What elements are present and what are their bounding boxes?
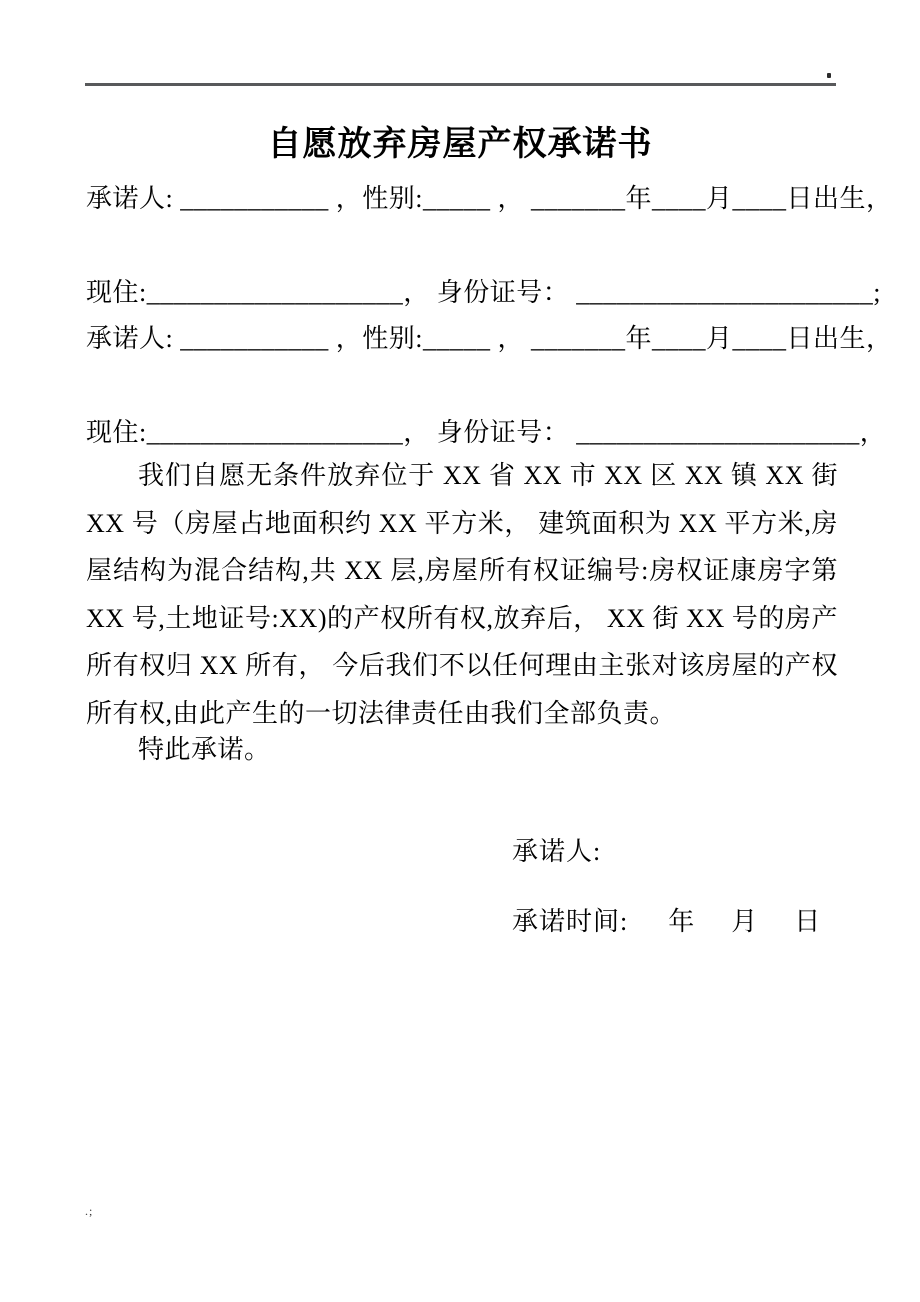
signature-month-label: 月 bbox=[731, 907, 759, 936]
document-title: 自愿放弃房屋产权承诺书 bbox=[267, 125, 653, 163]
signature-day-label: 日 bbox=[794, 907, 822, 936]
address-line-1: 现住:___________________， 身份证号： ______________________; bbox=[86, 278, 881, 307]
promiser-line-1: 承诺人: ___________ ，性别:_____ ， _______年____月____日出生， bbox=[86, 184, 893, 213]
signature-date-line bbox=[512, 901, 821, 938]
header-rule bbox=[85, 83, 836, 86]
signature-year-label: 年 bbox=[668, 907, 696, 936]
pledge-line: 特此承诺。 bbox=[138, 735, 271, 764]
corner-dot-mark bbox=[827, 73, 831, 78]
signature-date-label: 承诺时间: bbox=[512, 907, 629, 936]
address-line-2: 现住:___________________， 身份证号： _____________________， bbox=[86, 418, 887, 447]
promiser-line-2: 承诺人: ___________ ，性别:_____ ， _______年____月____日出生， bbox=[86, 324, 893, 353]
signature-signer-label: 承诺人: bbox=[512, 837, 602, 866]
body-paragraph: 我们自愿无条件放弃位于 XX 省 XX 市 XX 区 XX 镇 XX 街 XX 号（房屋占地面积约 XX 平方米， 建筑面积为 XX 平方米,房屋结构为混合结构,共 XX 层,房屋所有权证编号:房权证康房字第 XX 号,土地证号:XX)的产权所有权,放弃后， XX 街 XX 号的房产所有权归 XX 所有， 今后我们不以任何理由主张对该房屋的产权所有权,由此产生的一切法律责任由我们全部负责。 bbox=[86, 461, 838, 728]
footer-mark: .; bbox=[85, 1204, 94, 1218]
